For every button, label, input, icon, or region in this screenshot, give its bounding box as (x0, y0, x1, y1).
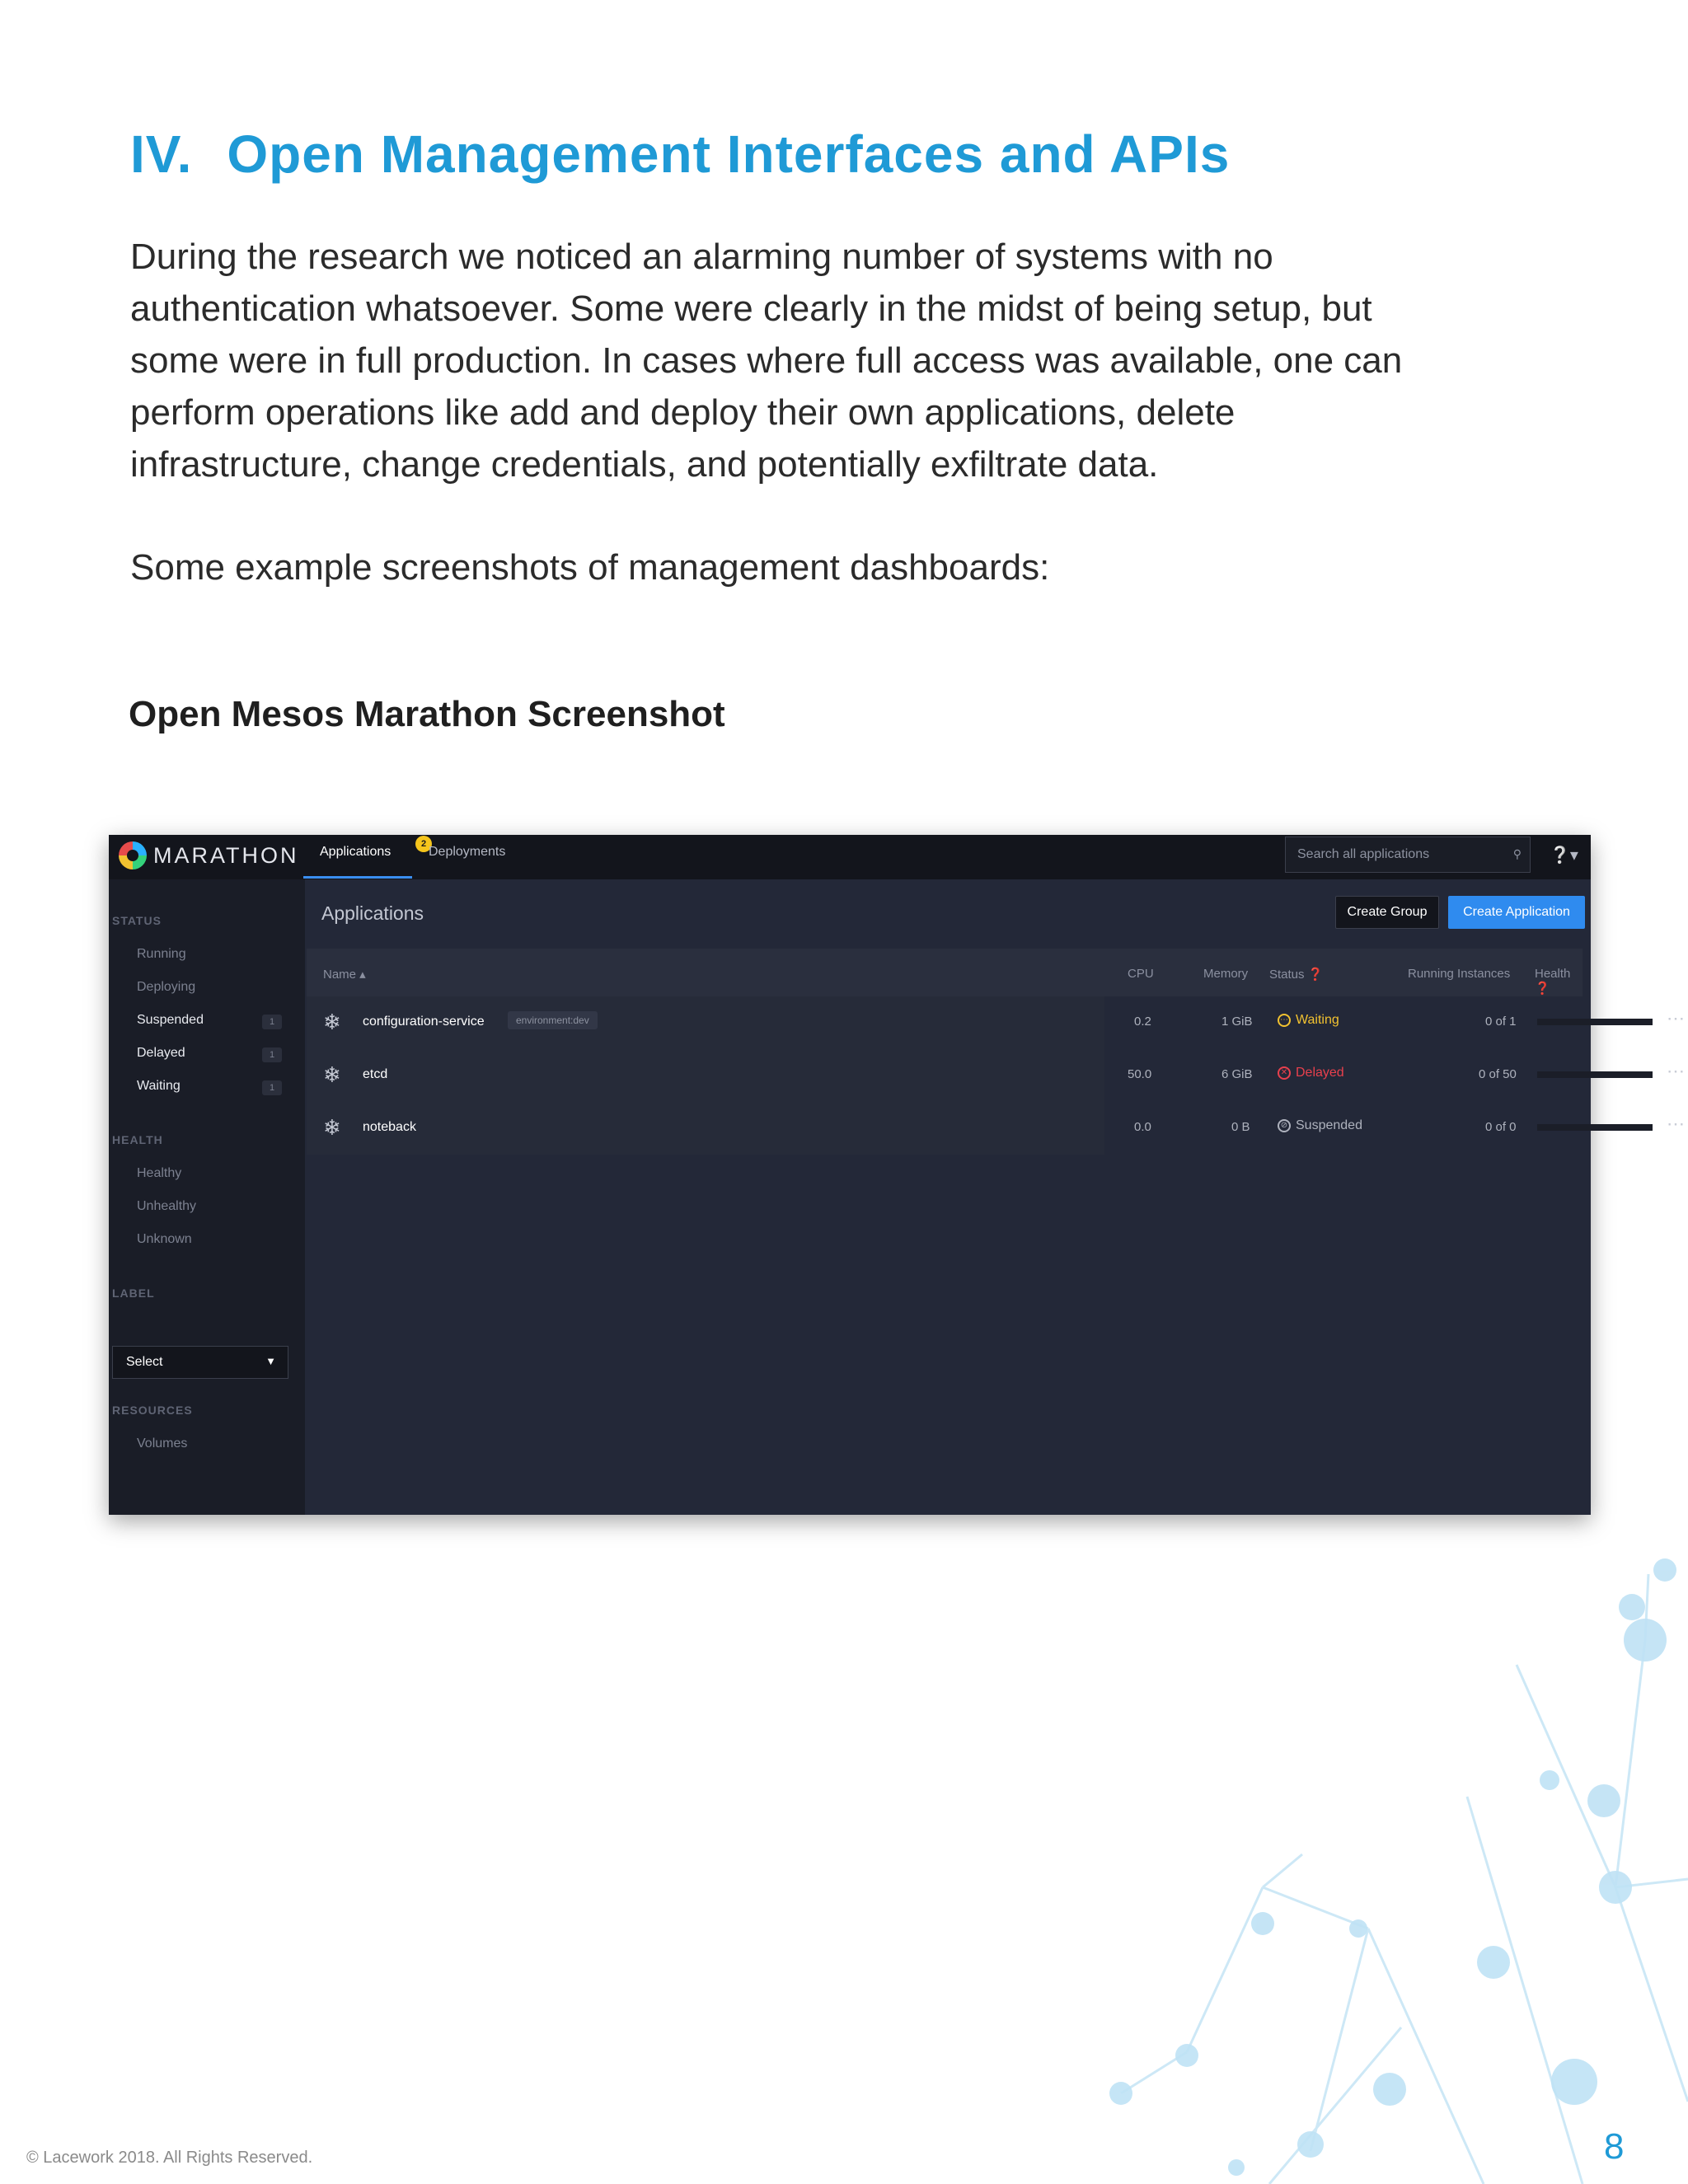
cpu-cell: 0.0 (1134, 1120, 1151, 1134)
status-suspended (1278, 1118, 1362, 1133)
search-placeholder: Search all applications (1297, 847, 1430, 861)
search-input[interactable] (1285, 837, 1531, 873)
sidebar-resources-heading: RESOURCES (112, 1404, 193, 1417)
active-tab-indicator (303, 876, 412, 879)
memory-cell: 6 GiB (1221, 1067, 1253, 1081)
label-chip[interactable]: environment:dev (508, 1011, 598, 1029)
status-delayed (1278, 1066, 1344, 1080)
table-row[interactable] (307, 1102, 1686, 1155)
sidebar (109, 879, 305, 1515)
status-text: Delayed (1296, 1066, 1344, 1080)
create-group-button[interactable]: Create Group (1335, 896, 1439, 929)
instances-cell: 0 of 50 (1479, 1067, 1517, 1081)
marathon-screenshot (109, 835, 1686, 1515)
examples-paragraph: Some example screenshots of management dashboards: (130, 547, 1050, 588)
column-memory[interactable]: Memory (1203, 967, 1249, 981)
section-number: IV. (130, 124, 193, 184)
column-health[interactable]: Health ❓ (1535, 967, 1571, 996)
sidebar-label-heading: LABEL (112, 1286, 155, 1300)
status-text: Waiting (1296, 1013, 1339, 1027)
status-text: Suspended (1296, 1118, 1362, 1132)
help-icon[interactable]: ❔▾ (1550, 846, 1578, 865)
app-icon: ❄ (323, 1062, 341, 1087)
delayed-icon: ✕ (1278, 1066, 1291, 1080)
top-navbar (109, 835, 1591, 879)
filter-waiting[interactable]: Waiting (137, 1079, 181, 1093)
instances-cell: 0 of 1 (1485, 1015, 1517, 1029)
waiting-count: 1 (262, 1080, 282, 1095)
main-title: Applications (321, 902, 424, 924)
caret-down-icon: ▼ (265, 1355, 276, 1367)
filter-suspended[interactable]: Suspended (137, 1013, 204, 1027)
sidebar-health-heading: HEALTH (112, 1133, 163, 1146)
filter-deploying[interactable]: Deploying (137, 980, 196, 994)
instances-cell: 0 of 0 (1485, 1120, 1517, 1134)
app-name[interactable]: etcd (363, 1067, 388, 1081)
column-cpu[interactable]: CPU (1128, 967, 1154, 981)
memory-cell: 0 B (1231, 1120, 1250, 1134)
memory-cell: 1 GiB (1221, 1015, 1253, 1029)
suspended-count: 1 (262, 1015, 282, 1029)
cpu-cell: 50.0 (1128, 1067, 1152, 1081)
create-application-button[interactable]: Create Application (1448, 896, 1585, 929)
search-icon: ⚲ (1512, 847, 1522, 860)
table-header (307, 949, 1582, 996)
label-select[interactable] (112, 1346, 288, 1379)
filter-unhealthy[interactable]: Unhealthy (137, 1199, 197, 1213)
column-status[interactable]: Status ❓ (1269, 968, 1324, 982)
marathon-logo[interactable] (119, 841, 299, 869)
tab-deployments[interactable]: Deployments (429, 845, 506, 859)
suspended-icon: ⊘ (1278, 1119, 1291, 1132)
logo-text: MARATHON (153, 842, 299, 868)
deployments-badge: 2 (415, 836, 432, 852)
more-actions-icon[interactable]: ⋯ (1667, 1061, 1686, 1081)
section-title: Open Management Interfaces and APIs (227, 124, 1231, 184)
sidebar-status-heading: STATUS (112, 914, 162, 927)
filter-running[interactable]: Running (137, 947, 186, 961)
table-row[interactable] (307, 996, 1686, 1049)
copyright-footer: © Lacework 2018. All Rights Reserved. (26, 2149, 313, 2167)
intro-paragraph: During the research we noticed an alarming number of systems with no authentication whatsoever. Some were clearly in the midst of being setup, but some were in full production. In cases where full access was available, one can perform operations like add and deploy their own applications, delete infrastructure, change credentials, and potentially exfiltrate data. (130, 237, 1403, 485)
health-bar (1537, 1019, 1653, 1025)
app-icon: ❄ (323, 1010, 341, 1034)
app-name[interactable]: noteback (363, 1120, 416, 1134)
row-background (307, 1049, 1104, 1102)
column-name[interactable]: Name ▴ (323, 968, 366, 982)
waiting-icon: ⋯ (1278, 1014, 1291, 1027)
section-heading (130, 124, 1230, 185)
screenshot-caption: Open Mesos Marathon Screenshot (129, 694, 725, 734)
decorative-network-graphic (907, 1525, 1688, 2184)
more-actions-icon[interactable]: ⋯ (1667, 1008, 1686, 1029)
table-row[interactable] (307, 1049, 1686, 1102)
health-bar (1537, 1124, 1653, 1131)
app-name[interactable]: configuration-service (363, 1015, 485, 1029)
label-select-value: Select (126, 1355, 163, 1369)
app-icon: ❄ (323, 1115, 341, 1140)
more-actions-icon[interactable]: ⋯ (1667, 1113, 1686, 1134)
delayed-count: 1 (262, 1047, 282, 1062)
status-waiting (1278, 1013, 1339, 1028)
page-number: 8 (1604, 2126, 1625, 2167)
filter-delayed[interactable]: Delayed (137, 1046, 185, 1060)
filter-healthy[interactable]: Healthy (137, 1166, 182, 1180)
column-running-instances[interactable]: Running Instances (1408, 967, 1511, 981)
cpu-cell: 0.2 (1134, 1015, 1151, 1029)
filter-volumes[interactable]: Volumes (137, 1436, 188, 1451)
filter-unknown[interactable]: Unknown (137, 1232, 192, 1246)
marathon-logo-icon (119, 841, 147, 869)
health-bar (1537, 1071, 1653, 1078)
tab-applications[interactable]: Applications (320, 845, 392, 859)
row-background (307, 1102, 1104, 1155)
